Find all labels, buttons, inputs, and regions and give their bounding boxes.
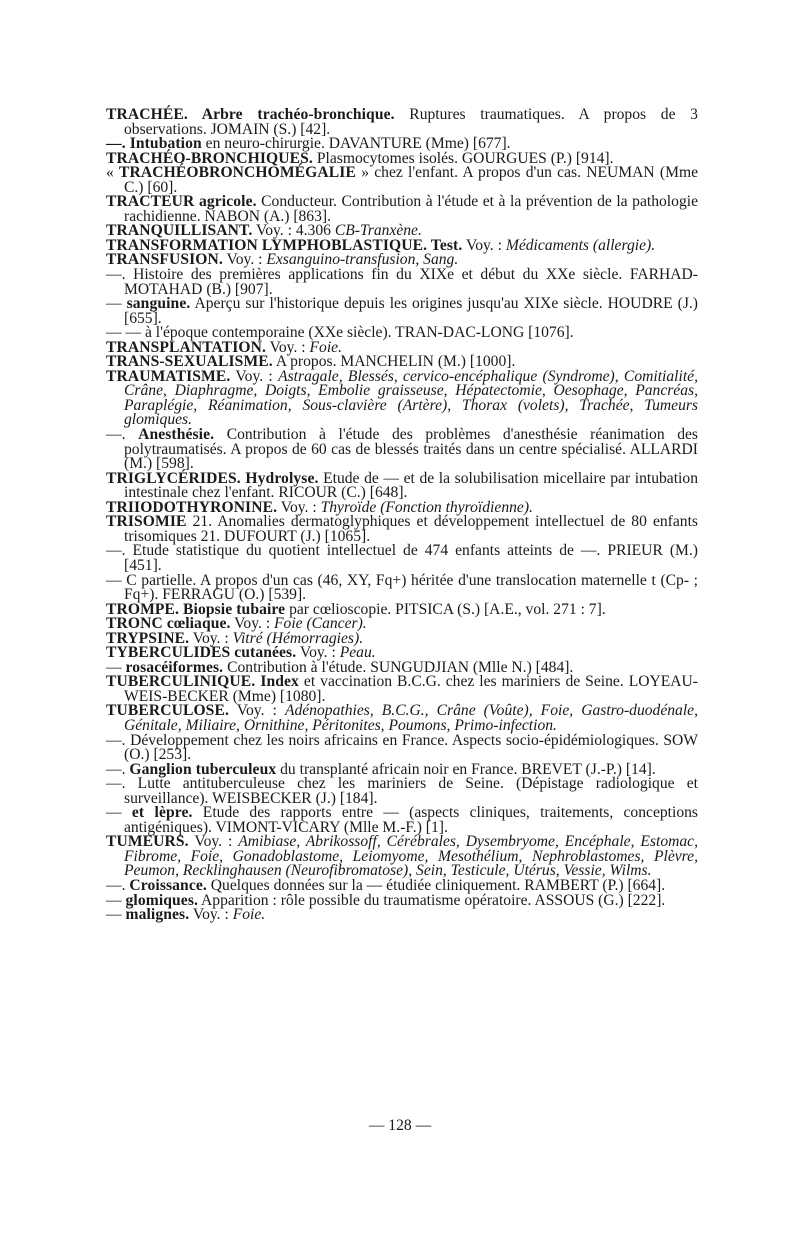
entry-text: Voy. : <box>230 615 275 633</box>
entry-heading: TRYPSINE. <box>106 629 190 647</box>
entry-text: Contribution à l'étude des problèmes d'anesthésie réanimation des polytraumatisés. A propos de 60 cas de blessés traités dans un centre spécialisé. ALLARDI (M.) [598]. <box>124 426 698 473</box>
index-entry <box>106 704 698 733</box>
page-number: — 128 — <box>368 1117 432 1134</box>
cross-reference: Foie. <box>232 906 266 924</box>
entry-text: Apparition : rôle possible du traumatisme opératoire. ASSOUS (G.) [222]. <box>197 891 666 909</box>
entry-text: — <box>106 891 126 909</box>
entry-text: Voy. : <box>222 251 267 269</box>
cross-reference: Exsanguino-transfusion, Sang. <box>266 251 459 269</box>
entry-text: par cœlioscopie. PITSICA (S.) [A.E., vol. 271 : 7]. <box>285 600 606 618</box>
cross-reference: Astragale, Blessés, cervico-encéphalique (Syndrome), Comitialité, Crâne, Diaphragme, Doigts, Embolie graisseuse, Hépatectomie, Oesophage, Pancréas, Paraplégie, Réanimation, Sous-clavière (Artère), Thorax (volets), Trachée, Tumeurs glomiques. <box>124 367 698 429</box>
entry-text: — <box>106 906 126 924</box>
index-entry <box>106 367 698 429</box>
index-entry <box>106 428 698 472</box>
cross-reference: Foie. <box>309 338 342 356</box>
entry-text: » chez l'enfant. A propos d'un cas. NEUMAN (Mme C.) [60]. <box>124 164 698 196</box>
entry-text: Voy. : <box>296 644 340 662</box>
entry-text: Conducteur. Contribution à l'étude et à la prévention de la pathologie rachidienne. NABON (A.) [863]. <box>124 193 698 225</box>
entry-text: —. Etude statistique du quotient intellectuel de 474 enfants atteints de —. PRIEUR (M.) [451]. <box>106 542 698 574</box>
entry-text: Contribution à l'étude. SUNGUDJIAN (Mlle N.) [484]. <box>223 658 574 676</box>
entry-heading: TROMPE. Biopsie tubaire <box>106 600 286 618</box>
cross-reference: Thyroïde (Fonction thyroïdienne). <box>320 498 533 516</box>
entry-text: Voy. : <box>228 702 285 720</box>
index-entry <box>106 806 698 835</box>
entry-heading: Croissance. <box>129 876 207 894</box>
entry-heading: et lèpre. <box>131 804 193 822</box>
entry-heading: TYBERCULIDES cutanées. <box>106 644 297 662</box>
entry-text: Voy. : <box>462 236 506 254</box>
entry-heading: TUBERCULINIQUE. Index <box>106 673 299 691</box>
index-entry <box>106 195 698 224</box>
index-entry <box>106 469 698 502</box>
cross-reference: Adénopathies, B.C.G., Crâne (Voûte), Foie, Gastro-duodénale, Génitale, Miliaire, Ornithine, Péritonites, Poumons, Primo-infection. <box>124 702 699 734</box>
entry-heading: TRACHÉO-BRONCHIQUES. <box>106 149 313 167</box>
index-entry <box>106 515 698 544</box>
entry-heading: rosacéiformes. <box>125 658 224 676</box>
entry-text: —. <box>106 426 139 444</box>
entry-heading: malignes. <box>125 906 190 924</box>
entry-heading: TRONC cœliaque. <box>106 615 231 633</box>
index-entry <box>106 544 698 573</box>
entry-heading: TRAUMATISME. <box>106 367 231 385</box>
entry-heading: TRISOMIE <box>106 513 187 531</box>
entry-heading: TRIGLYCÉRIDES. Hydrolyse. <box>106 469 319 487</box>
entry-heading: TRANS-SEXUALISME. <box>106 353 273 371</box>
cross-reference: Peau. <box>339 644 376 662</box>
entry-text: Voy. : <box>189 629 233 647</box>
entry-text: A propos. MANCHELIN (M.) [1000]. <box>272 353 516 371</box>
cross-reference: Amibiase, Abrikossoff, Cérébrales, Dysembryome, Encéphale, Estomac, Fibrome, Foie, Gonadoblastome, Leiomyome, Mesothélium, Nephroblastomes, Plèvre, Peumon, Recklinghausen (Neurofibromatose), Sein, Testicule, Utérus, Vessie, Wilms. <box>124 833 698 880</box>
entry-heading: TRANSFORMATION LYMPHOBLASTIQUE. Test. <box>106 236 463 254</box>
index-entry <box>106 908 698 923</box>
entry-heading: sanguine. <box>126 295 191 313</box>
entry-text: — <box>106 804 132 822</box>
index-entry <box>106 675 698 704</box>
entry-text: du transplanté africain noir en France. BREVET (J.-P.) [14]. <box>276 760 656 778</box>
entry-text: —. Développement chez les noirs africains en France. Aspects socio-épidémiologiques. SOW (O.) [253]. <box>106 731 698 764</box>
cross-reference: CB-Tranxène. <box>334 222 422 240</box>
entry-text: Voy. : <box>266 338 310 356</box>
index-entry <box>106 777 698 806</box>
entry-text: Voy. : <box>189 906 233 924</box>
entry-heading: glomiques. <box>125 891 198 909</box>
index-entry <box>106 297 698 326</box>
cross-reference: Vitré (Hémorragies). <box>232 629 364 647</box>
entry-text: Voy. : <box>277 498 321 516</box>
cross-reference: Médicaments (allergie). <box>505 236 656 254</box>
entry-text: Plasmocytomes isolés. GOURGUES (P.) [914]. <box>312 149 614 167</box>
entry-heading: TUBERCULOSE. <box>106 702 229 720</box>
entry-text: Aperçu sur l'historique depuis les origines jusqu'au XIXe siècle. HOUDRE (J.) [655]. <box>124 295 698 327</box>
index-entry <box>106 108 698 137</box>
entry-text: Quelques données sur la — étudiée cliniquement. RAMBERT (P.) [664]. <box>206 876 666 894</box>
entry-text: Voy. : 4.306 <box>252 222 335 240</box>
entry-text: « <box>106 164 120 182</box>
entry-text: Ruptures traumatiques. A propos de 3 observations. JOMAIN (S.) [42]. <box>124 106 698 138</box>
entry-text: Etude de — et de la solubilisation micellaire par intubation intestinale chez l'enfant. RICOUR (C.) [648]. <box>124 469 698 502</box>
entry-text: —. Histoire des premières applications fin du XIXe et début du XXe siècle. FARHAD-MOTAHAD (B.) [907]. <box>106 266 698 298</box>
entry-heading: Anesthésie. <box>138 426 215 444</box>
entry-text: — C partielle. A propos d'un cas (46, XY, Fq+) héritée d'une translocation maternelle t (Cp- ; Fq+). FERRAGU (O.) [539]. <box>106 571 698 604</box>
entry-text: — — à l'époque contemporaine (XXe siècle). TRAN-DAC-LONG [1076]. <box>106 324 574 342</box>
entry-heading: TRANQUILLISANT. <box>106 222 253 240</box>
entry-text: —. Lutte antituberculeuse chez les mariniers de Seine. (Dépistage radiologique et surveillance). WEISBECKER (J.) [184]. <box>106 775 698 807</box>
entry-text: Etude des rapports entre — (aspects cliniques, traitements, conceptions antigéniques). VIMONT-VICARY (Mlle M.-F.) [1]. <box>124 804 698 836</box>
entry-text: — <box>106 658 126 676</box>
index-entry <box>106 166 698 195</box>
entry-text: et vaccination B.C.G. chez les mariniers de Seine. LOYEAU-WEIS-BECKER (Mme) [1080]. <box>124 673 698 705</box>
entry-heading: —. Intubation <box>106 135 202 153</box>
entry-heading: TRANSPLANTATION. <box>106 338 267 356</box>
entry-heading: TRANSFUSION. <box>106 251 223 269</box>
entry-text: Voy. : <box>188 833 239 851</box>
entry-heading: TRACHÉOBRONCHOMÉGALIE <box>119 164 356 182</box>
entry-heading: TUMEURS. <box>106 833 189 851</box>
index-entry <box>106 268 698 297</box>
entry-heading: TRIIODOTHYRONINE. <box>106 498 278 516</box>
entry-text: en neuro-chirurgie. DAVANTURE (Mme) [677]. <box>201 135 511 153</box>
entry-text: Voy. : <box>230 367 279 385</box>
entry-heading: Ganglion tuberculeux <box>129 760 277 778</box>
entry-heading: TRACHÉE. Arbre trachéo-bronchique. <box>106 106 395 123</box>
index-entry <box>106 571 698 604</box>
index-entry <box>106 835 698 879</box>
entry-text: —. <box>106 876 130 894</box>
index-entry <box>106 731 698 764</box>
entry-heading: TRACTEUR agricole. <box>106 193 257 211</box>
index-page-body <box>106 108 698 923</box>
cross-reference: Foie (Cancer). <box>274 615 367 633</box>
entry-text: 21. Anomalies dermatoglyphiques et développement intellectuel de 80 enfants trisomiques 21. DUFOURT (J.) [1065]. <box>124 513 698 545</box>
entry-text: — <box>106 295 127 313</box>
entry-text: —. <box>106 760 130 778</box>
